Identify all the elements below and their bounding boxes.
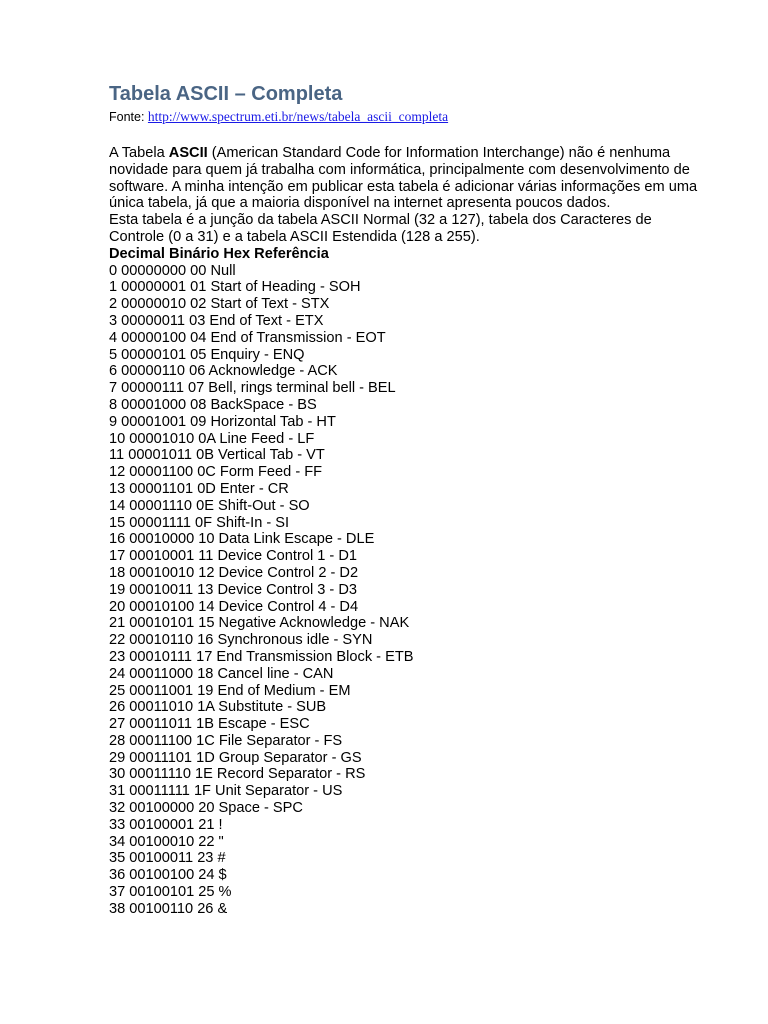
document-page	[109, 80, 709, 918]
intro-text-start: A Tabela	[109, 145, 169, 161]
table-row: 4 00000100 04 End of Transmission - EOT	[109, 329, 386, 346]
table-row: 3 00000011 03 End of Text - ETX	[109, 312, 324, 329]
intro-paragraph-2: Esta tabela é a junção da tabela ASCII Normal (32 a 127), tabela dos Caracteres de Controle (0 a 31) e a tabela ASCII Estendida (128 a 255).	[109, 212, 652, 245]
table-row: 16 00010000 10 Data Link Escape - DLE	[109, 531, 375, 548]
table-row: 11 00001011 0B Vertical Tab - VT	[109, 447, 325, 464]
source-line	[109, 109, 709, 125]
table-row: 22 00010110 16 Synchronous idle - SYN	[109, 632, 373, 649]
table-row: 21 00010101 15 Negative Acknowledge - NAK	[109, 615, 410, 632]
intro-ascii-bold: ASCII	[168, 145, 208, 161]
table-row: 29 00011101 1D Group Separator - GS	[109, 749, 362, 766]
table-row: 0 00000000 00 Null	[109, 262, 236, 279]
source-link[interactable]: http://www.spectrum.eti.br/news/tabela_ascii_completa	[147, 109, 449, 124]
table-row: 19 00010011 13 Device Control 3 - D3	[109, 581, 357, 598]
table-row: 31 00011111 1F Unit Separator - US	[109, 783, 343, 800]
page-title: Tabela ASCII – Completa	[109, 83, 343, 105]
table-row: 8 00001000 08 BackSpace - BS	[109, 396, 317, 413]
table-row: 2 00000010 02 Start of Text - STX	[109, 296, 330, 313]
table-row: 20 00010100 14 Device Control 4 - D4	[109, 598, 359, 615]
table-row: 30 00011110 1E Record Separator - RS	[109, 766, 366, 783]
table-row: 28 00011100 1C File Separator - FS	[109, 732, 343, 749]
table-row: 27 00011011 1B Escape - ESC	[109, 716, 310, 733]
table-row: 1 00000001 01 Start of Heading - SOH	[109, 279, 361, 296]
intro-text-rest: (American Standard Code for Information Interchange) não é nenhuma novidade para quem já trabalha com informática, principalmente com desenvolvimento de software. A minha intenção em publicar esta tabela é adicionar várias informações em uma única tabela, já que a maioria disponível na internet apresenta poucos dados.	[109, 145, 698, 212]
source-label: Fonte:	[109, 110, 148, 124]
table-row: 35 00100011 23 #	[109, 850, 226, 867]
table-row: 13 00001101 0D Enter - CR	[109, 480, 289, 497]
table-row: 37 00100101 25 %	[109, 884, 232, 901]
ascii-table-rows	[109, 263, 709, 918]
table-row: 36 00100100 24 $	[109, 867, 227, 884]
table-row: 10 00001010 0A Line Feed - LF	[109, 430, 315, 447]
table-header: Decimal Binário Hex Referência	[109, 245, 329, 262]
table-row: 18 00010010 12 Device Control 2 - D2	[109, 564, 359, 581]
table-row: 32 00100000 20 Space - SPC	[109, 800, 303, 817]
table-row: 14 00001110 0E Shift-Out - SO	[109, 497, 310, 514]
intro-text	[109, 145, 709, 246]
table-row: 24 00011000 18 Cancel line - CAN	[109, 665, 334, 682]
table-row: 25 00011001 19 End of Medium - EM	[109, 682, 351, 699]
table-row: 34 00100010 22 "	[109, 833, 224, 850]
table-row: 7 00000111 07 Bell, rings terminal bell - BEL	[109, 380, 396, 397]
table-row: 15 00001111 0F Shift-In - SI	[109, 514, 290, 531]
table-row: 12 00001100 0C Form Feed - FF	[109, 464, 323, 481]
table-row: 5 00000101 05 Enquiry - ENQ	[109, 346, 305, 363]
intro-paragraph-1	[109, 145, 709, 212]
table-row: 6 00000110 06 Acknowledge - ACK	[109, 363, 338, 380]
table-row: 17 00010001 11 Device Control 1 - D1	[109, 548, 357, 565]
table-row: 9 00001001 09 Horizontal Tab - HT	[109, 413, 336, 430]
table-row: 23 00010111 17 End Transmission Block - ETB	[109, 648, 414, 665]
table-row: 38 00100110 26 &	[109, 900, 228, 917]
table-row: 33 00100001 21 !	[109, 816, 223, 833]
table-row: 26 00011010 1A Substitute - SUB	[109, 699, 327, 716]
